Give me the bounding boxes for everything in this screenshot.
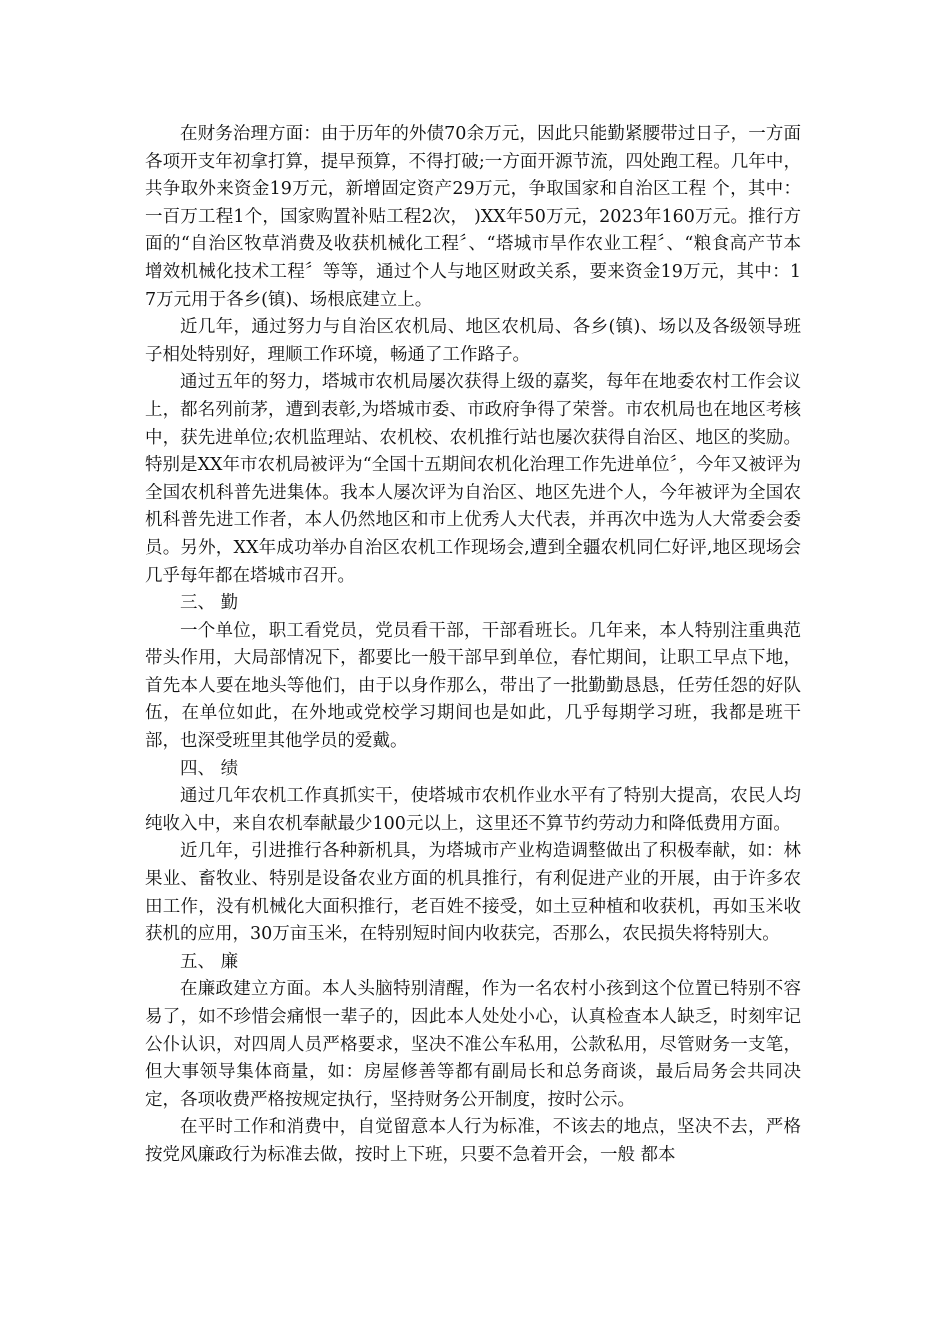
paragraph-diligence: 一个单位，职工看党员，党员看干部，干部看班长。几年来，本人特别注重典范带头作用，大局部情况下，都要比一般干部早到单位，春忙期间，让职工早点下地，首先本人要在地头等他们，由于以身作那么，带出了一批勤勤恳恳，任劳任怨的好队伍，在单位如此，在外地或党校学习期间也是如此，几乎每期学习班，我都是班干部，也深受班里其他学员的爱戴。: [145, 620, 801, 752]
section-heading-diligence: 三、 勤: [180, 593, 239, 614]
paragraph-awards: 通过五年的努力，塔城市农机局屡次获得上级的嘉奖，每年在地委农村工作会议上，都名列前茅，遭到表彰,为塔城市委、市政府争得了荣誉。市农机局也在地区考核中，获先进单位;农机监理站、农机校、农机推行站也屡次获得自治区、地区的奖励。特别是XX年市农机局被评为“全国十五期间农机化治理工作先进单位〞，今年又被评为全国农机科普先进集体。我本人屡次评为自治区、地区先进个人，今年被评为全国农机科普先进工作者，本人仍然地区和市上优秀人大代表，并再次中选为人大常委会委员。另外，XX年成功举办自治区农机工作现场会,遭到全疆农机同仁好评,地区现场会几乎每年都在塔城市召开。: [145, 372, 801, 586]
paragraph-financial-management: 在财务治理方面：由于历年的外债70余万元，因此只能勤紧腰带过日子，一方面各项开支年初拿打算，提早预算，不得打破;一方面开源节流，四处跑工程。几年中，共争取外来资金19万元，新增固定资产29万元，争取国家和自治区工程 个，其中：一百万工程1个，国家购置补贴工程2次， )XX年50万元，2023年160万元。推行方面的“自治区牧草消费及收获机械化工程〞、“塔城市旱作农业工程〞、“粮食高产节本增效机械化技术工程〞等等，通过个人与地区财政关系，要来资金19万元，其中：17万元用于各乡(镇)、场根底建立上。: [145, 124, 801, 310]
paragraph-achievements-machinery: 近几年，引进推行各种新机具，为塔城市产业构造调整做出了积极奉献，如：林果业、畜牧业、特别是设备农业方面的机具推行，有利促进产业的开展，由于许多农田工作，没有机械化大面积推行，老百姓不接受，如土豆种植和收获机，再如玉米收获机的应用，30万亩玉米，在特别短时间内收获完，否那么，农民损失将特别大。: [145, 841, 801, 945]
paragraph-relations: 近几年，通过努力与自治区农机局、地区农机局、各乡(镇)、场以及各级领导班子相处特别好，理顺工作环境，畅通了工作路子。: [145, 317, 801, 365]
paragraph-achievements-income: 通过几年农机工作真抓实干，使塔城市农机作业水平有了特别大提高，农民人均纯收入中，来自农机奉献最少100元以上，这里还不算节约劳动力和降低费用方面。: [145, 786, 801, 834]
document-body: [145, 121, 801, 1170]
section-heading-achievements: 四、 绩: [180, 758, 239, 779]
section-heading-integrity: 五、 廉: [180, 951, 239, 972]
paragraph-integrity: 在廉政建立方面。本人头脑特别清醒，作为一名农村小孩到这个位置已特别不容易了，如不珍惜会痛恨一辈子的，因此本人处处小心，认真检查本人缺乏，时刻牢记公仆认识，对四周人员严格要求，坚决不准公车私用，公款私用，尽管财务一支笔，但大事领导集体商量，如：房屋修善等都有副局长和总务商谈，最后局务会共同决定，各项收费严格按规定执行，坚持财务公开制度，按时公示。: [145, 979, 801, 1110]
paragraph-conduct: 在平时工作和消费中，自觉留意本人行为标准，不该去的地点，坚决不去，严格按党风廉政行为标准去做，按时上下班，只要不急着开会，一般 都本: [145, 1117, 801, 1165]
